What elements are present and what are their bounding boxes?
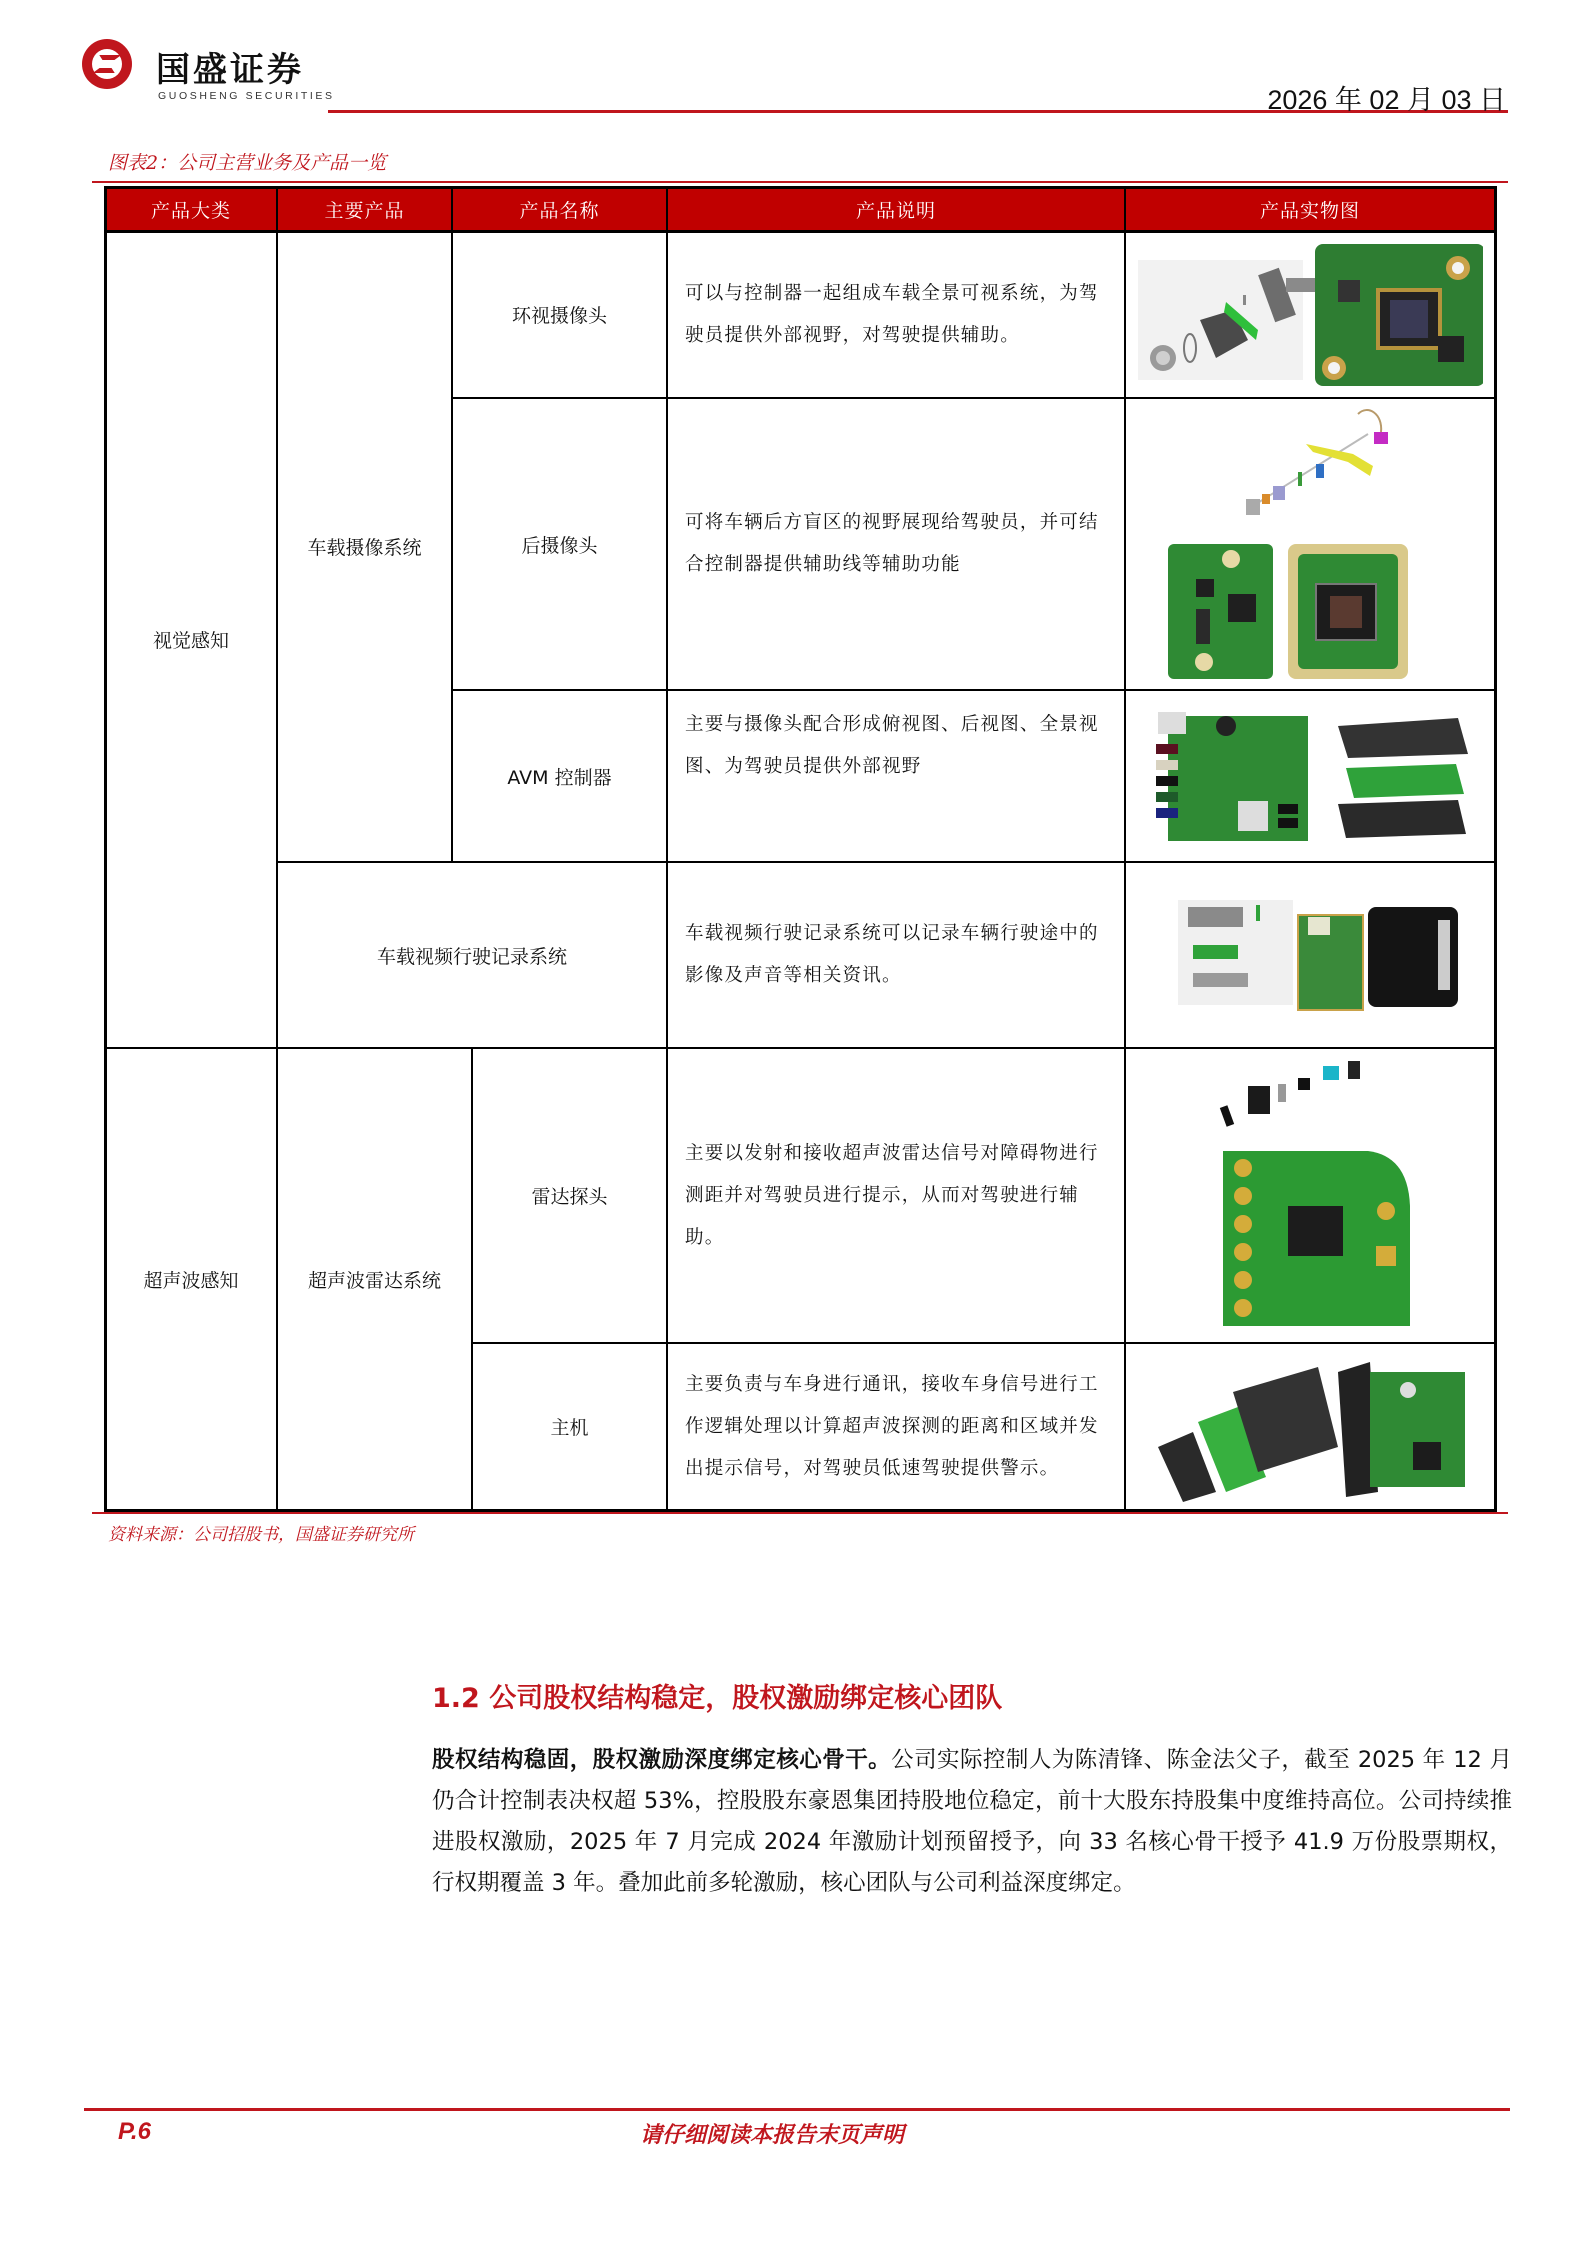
system-ultrasonic-radar: 超声波雷达系统 [307,1269,441,1292]
image-dashcam [1125,862,1495,1048]
col-header-main-product: 主要产品 [277,187,452,231]
image-avm-controller [1125,690,1495,862]
product-rear-camera: 后摄像头 [521,534,598,557]
figure-caption: 图表2：公司主营业务及产品一览 [108,152,387,174]
description-surround-camera: 可以与控制器一起组成车载全景可视系统，为驾驶员提供外部视野，对驾驶提供辅助。 [685,282,1099,346]
image-surround-camera [1125,231,1495,398]
caption-divider [92,181,1508,183]
col-header-description: 产品说明 [667,187,1125,231]
section-paragraph [432,1740,1512,1904]
footer-disclaimer: 请仔细阅读本报告末页声明 [640,2122,905,2148]
description-radar-probe: 主要以发射和接收超声波雷达信号对障碍物进行测距并对驾驶员进行提示，从而对驾驶进行辅助。 [685,1142,1099,1248]
col-header-category: 产品大类 [105,187,277,231]
logo-text-en: GUOSHENG SECURITIES [158,90,335,102]
row-divider [452,397,1496,399]
col-divider [1124,186,1126,1512]
table-border-top [105,186,1496,189]
row-divider [105,1047,1496,1049]
description-dashcam: 车载视频行驶记录系统可以记录车辆行驶途中的影像及声音等相关资讯。 [685,923,1099,986]
page-number: P.6 [118,2118,151,2145]
section-title: 1.2 公司股权结构稳定，股权激励绑定核心团队 [432,1683,1003,1714]
figure-source: 资料来源：公司招股书，国盛证券研究所 [108,1525,414,1545]
col-header-product-name: 产品名称 [452,187,667,231]
rear-camera-icon [1138,404,1483,684]
logo-icon [82,39,132,89]
col-divider [666,186,668,1512]
category-visual: 视觉感知 [152,630,229,652]
logo-text-cn: 国盛证券 [156,50,304,90]
report-date: 2026 年 02 月 03 日 [1267,85,1506,115]
col-header-image: 产品实物图 [1125,187,1495,231]
paragraph-lead: 股权结构稳固，股权激励深度绑定核心骨干。 [432,1747,892,1773]
product-host-unit: 主机 [550,1417,589,1439]
dashcam-icon [1138,895,1483,1015]
description-avm-controller: 主要与摄像头配合形成俯视图、后视图、全景视图、为驾驶员提供外部视野 [685,714,1099,777]
table-border-left [104,186,107,1512]
camera-module-icon [1138,240,1483,390]
source-divider [92,1512,1508,1514]
row-divider [277,861,1496,863]
description-rear-camera: 可将车辆后方盲区的视野展现给驾驶员，并可结合控制器提供辅助线等辅助功能 [685,512,1099,575]
description-host-unit: 主要负责与车身进行通讯，接收车身信号进行工作逻辑处理以计算超声波探测的距离和区域并发出提示信号，对驾驶员低速驾驶提供警示。 [685,1373,1099,1479]
controller-board-icon [1138,706,1483,846]
row-divider [472,1342,1496,1344]
col-divider [451,186,453,862]
image-rear-camera [1125,398,1495,690]
system-dashcam: 车载视频行驶记录系统 [376,945,567,968]
host-unit-icon [1138,1352,1483,1502]
table-header-bottom [105,230,1496,233]
table-border-right [1494,186,1497,1512]
col-divider [471,1047,473,1512]
product-radar-probe: 雷达探头 [531,1186,608,1208]
col-divider [276,186,278,1512]
system-camera: 车载摄像系统 [307,537,422,559]
product-surround-camera: 环视摄像头 [511,305,607,327]
footer-divider [84,2108,1510,2111]
paragraph-body: 公司实际控制人为陈清锋、陈金法父子，截至 2025 年 12 月仍合计控制表决权超 53%，控股股东豪恩集团持股地位稳定，前十大股东持股集中度维持高位。公司持续推进股权激励，2025 年 7 月完成 2024 年激励计划预留授予，向 33 名核心骨干授予 41.9 万份股票期权，行权期覆盖 3 年。叠加此前多轮激励，核心团队与公司利益深度绑定。 [432,1747,1512,1896]
category-ultrasonic: 超声波感知 [143,1269,239,1292]
image-radar-probe [1125,1048,1495,1343]
image-host-unit [1125,1343,1495,1510]
row-divider [452,689,1496,691]
radar-probe-icon [1138,1056,1483,1336]
product-avm-controller: AVM 控制器 [507,766,612,789]
